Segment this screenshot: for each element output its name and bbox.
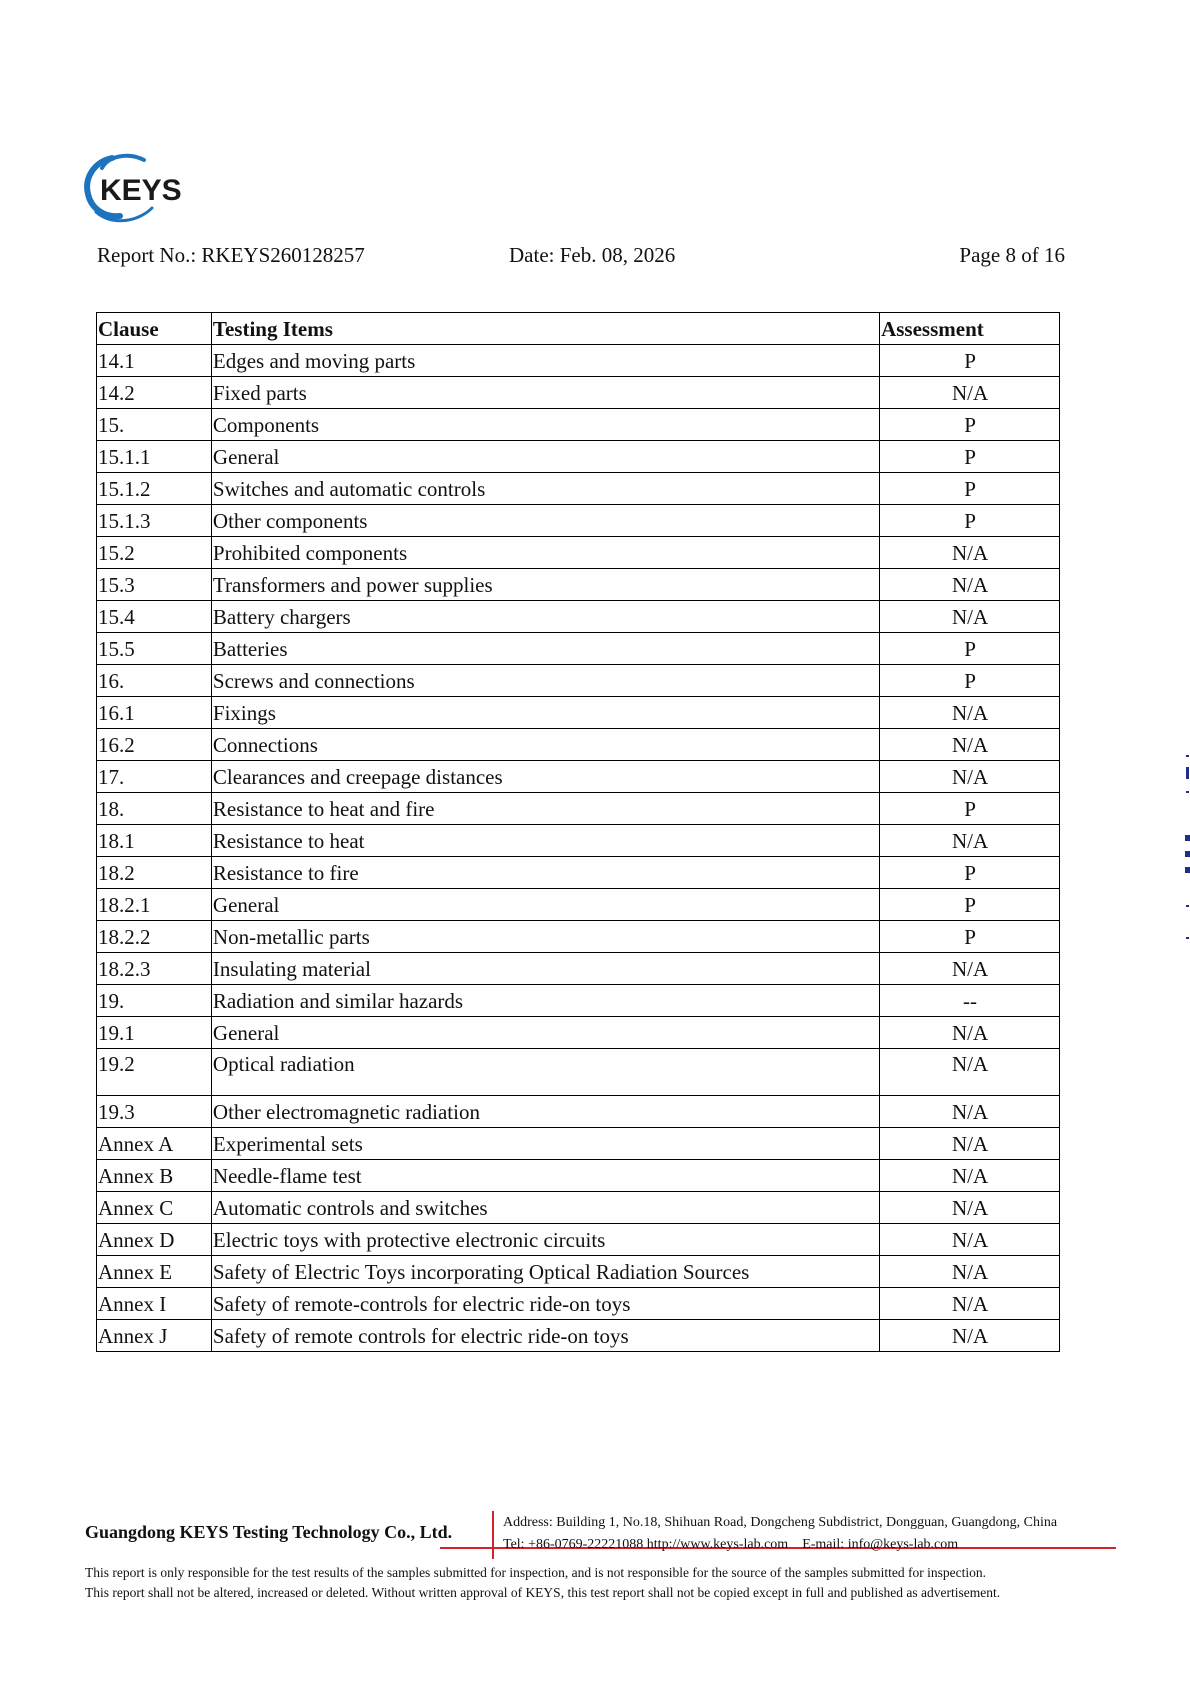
table-row xyxy=(97,953,1060,985)
table-row xyxy=(97,441,1060,473)
testing-item-cell: Safety of Electric Toys incorporating Optical Radiation Sources xyxy=(211,1256,879,1288)
clause-cell: Annex J xyxy=(97,1320,212,1352)
header-testing-items: Testing Items xyxy=(211,313,879,345)
clause-cell: 15.4 xyxy=(97,601,212,633)
table-row xyxy=(97,1288,1060,1320)
testing-item-cell: Insulating material xyxy=(211,953,879,985)
testing-item-cell: Switches and automatic controls xyxy=(211,473,879,505)
testing-item-cell: Fixings xyxy=(211,697,879,729)
clause-cell: 15. xyxy=(97,409,212,441)
testing-item-cell: Clearances and creepage distances xyxy=(211,761,879,793)
clause-cell: 14.1 xyxy=(97,345,212,377)
table-row xyxy=(97,825,1060,857)
testing-item-cell: Safety of remote-controls for electric ride-on toys xyxy=(211,1288,879,1320)
assessment-cell: N/A xyxy=(880,1192,1060,1224)
clause-cell: 15.1.3 xyxy=(97,505,212,537)
testing-item-cell: Other electromagnetic radiation xyxy=(211,1096,879,1128)
testing-item-cell: Transformers and power supplies xyxy=(211,569,879,601)
assessment-cell: P xyxy=(880,793,1060,825)
assessment-cell: P xyxy=(880,473,1060,505)
assessment-cell: N/A xyxy=(880,1049,1060,1096)
table-row xyxy=(97,377,1060,409)
report-header xyxy=(97,243,1065,273)
clause-cell: Annex B xyxy=(97,1160,212,1192)
assessment-cell: P xyxy=(880,505,1060,537)
assessment-cell: N/A xyxy=(880,377,1060,409)
testing-item-cell: Prohibited components xyxy=(211,537,879,569)
assessment-cell: P xyxy=(880,921,1060,953)
testing-item-cell: Electric toys with protective electronic circuits xyxy=(211,1224,879,1256)
assessment-cell: P xyxy=(880,857,1060,889)
testing-item-cell: Radiation and similar hazards xyxy=(211,985,879,1017)
table-row xyxy=(97,537,1060,569)
table-row xyxy=(97,1049,1060,1096)
table-row xyxy=(97,345,1060,377)
clause-cell: 14.2 xyxy=(97,377,212,409)
assessment-cell: N/A xyxy=(880,1160,1060,1192)
assessment-cell: N/A xyxy=(880,1288,1060,1320)
clause-cell: 19.2 xyxy=(97,1049,212,1096)
header-clause: Clause xyxy=(97,313,212,345)
disclaimer-line-1: This report is only responsible for the test results of the samples submitted for inspection, and is not responsible for the source of the samples submitted for inspection. xyxy=(85,1565,986,1580)
testing-item-cell: Components xyxy=(211,409,879,441)
testing-item-cell: Connections xyxy=(211,729,879,761)
assessment-cell: N/A xyxy=(880,729,1060,761)
table-row xyxy=(97,633,1060,665)
clause-cell: 16. xyxy=(97,665,212,697)
assessment-cell: N/A xyxy=(880,1128,1060,1160)
clause-cell: Annex C xyxy=(97,1192,212,1224)
table-row xyxy=(97,1160,1060,1192)
testing-item-cell: Resistance to heat and fire xyxy=(211,793,879,825)
assessment-cell: N/A xyxy=(880,761,1060,793)
footer-email: E-mail: info@keys-lab.com xyxy=(802,1537,959,1552)
clause-cell: 18.2.3 xyxy=(97,953,212,985)
clause-cell: 18.1 xyxy=(97,825,212,857)
clause-cell: 19.1 xyxy=(97,1017,212,1049)
table-row xyxy=(97,1017,1060,1049)
assessment-cell: N/A xyxy=(880,697,1060,729)
clause-cell: 18.2.1 xyxy=(97,889,212,921)
clause-assessment-table xyxy=(96,312,1060,1352)
table-row xyxy=(97,505,1060,537)
table-row xyxy=(97,729,1060,761)
assessment-cell: N/A xyxy=(880,1320,1060,1352)
testing-item-cell: Non-metallic parts xyxy=(211,921,879,953)
assessment-cell: N/A xyxy=(880,601,1060,633)
clause-cell: 17. xyxy=(97,761,212,793)
testing-item-cell: Experimental sets xyxy=(211,1128,879,1160)
assessment-cell: N/A xyxy=(880,1017,1060,1049)
assessment-cell: N/A xyxy=(880,537,1060,569)
testing-item-cell: Fixed parts xyxy=(211,377,879,409)
assessment-cell: P xyxy=(880,889,1060,921)
assessment-cell: N/A xyxy=(880,1096,1060,1128)
footer-contact xyxy=(503,1537,958,1553)
testing-item-cell: Needle-flame test xyxy=(211,1160,879,1192)
report-number: Report No.: RKEYS260128257 xyxy=(97,243,365,267)
table-row xyxy=(97,889,1060,921)
clause-cell: 15.3 xyxy=(97,569,212,601)
table-row xyxy=(97,1224,1060,1256)
clause-cell: Annex I xyxy=(97,1288,212,1320)
footer-company-name: Guangdong KEYS Testing Technology Co., Ltd. xyxy=(85,1522,453,1542)
assessment-cell: N/A xyxy=(880,569,1060,601)
assessment-cell: P xyxy=(880,665,1060,697)
table-row xyxy=(97,985,1060,1017)
clause-cell: 15.1.1 xyxy=(97,441,212,473)
disclaimer-line-2: This report shall not be altered, increased or deleted. Without written approval of KEYS, this test report shall not be copied except in full and published as advertisement. xyxy=(85,1585,1001,1600)
assessment-cell: P xyxy=(880,633,1060,665)
page-number: Page 8 of 16 xyxy=(959,243,1065,267)
testing-item-cell: Resistance to fire xyxy=(211,857,879,889)
clause-cell: 15.1.2 xyxy=(97,473,212,505)
keys-logo xyxy=(82,150,192,225)
table-row xyxy=(97,793,1060,825)
testing-item-cell: Resistance to heat xyxy=(211,825,879,857)
clause-cell: 18.2.2 xyxy=(97,921,212,953)
testing-item-cell: Optical radiation xyxy=(211,1049,879,1096)
clause-cell: 15.2 xyxy=(97,537,212,569)
assessment-cell: P xyxy=(880,345,1060,377)
clause-cell: 16.2 xyxy=(97,729,212,761)
page-edge-marks xyxy=(1180,755,1190,955)
testing-item-cell: Battery chargers xyxy=(211,601,879,633)
assessment-cell: -- xyxy=(880,985,1060,1017)
clause-cell: 19.3 xyxy=(97,1096,212,1128)
header-assessment: Assessment xyxy=(880,313,1060,345)
clause-cell: 18.2 xyxy=(97,857,212,889)
testing-item-cell: Screws and connections xyxy=(211,665,879,697)
assessment-cell: N/A xyxy=(880,1256,1060,1288)
clause-cell: 15.5 xyxy=(97,633,212,665)
clause-cell: Annex E xyxy=(97,1256,212,1288)
clause-cell: 16.1 xyxy=(97,697,212,729)
testing-item-cell: Automatic controls and switches xyxy=(211,1192,879,1224)
testing-item-cell: General xyxy=(211,889,879,921)
table-row xyxy=(97,409,1060,441)
assessment-cell: P xyxy=(880,409,1060,441)
table-row xyxy=(97,1256,1060,1288)
footer-address: Address: Building 1, No.18, Shihuan Road, Dongcheng Subdistrict, Dongguan, Guangdong, China xyxy=(503,1515,1058,1530)
testing-item-cell: General xyxy=(211,1017,879,1049)
footer-tel: Tel: +86-0769-22221088 http://www.keys-lab.com xyxy=(503,1537,789,1552)
clause-cell: 19. xyxy=(97,985,212,1017)
clause-cell: 18. xyxy=(97,793,212,825)
table-row xyxy=(97,1128,1060,1160)
assessment-cell: N/A xyxy=(880,1224,1060,1256)
table-row xyxy=(97,1192,1060,1224)
clause-cell: Annex D xyxy=(97,1224,212,1256)
testing-item-cell: Batteries xyxy=(211,633,879,665)
table-row xyxy=(97,601,1060,633)
table-row xyxy=(97,569,1060,601)
table-row xyxy=(97,697,1060,729)
assessment-cell: P xyxy=(880,441,1060,473)
svg-text:KEYS: KEYS xyxy=(100,174,182,207)
table-row xyxy=(97,473,1060,505)
table-row xyxy=(97,857,1060,889)
testing-item-cell: Other components xyxy=(211,505,879,537)
table-body xyxy=(97,345,1060,1352)
assessment-cell: N/A xyxy=(880,825,1060,857)
table-header-row xyxy=(97,313,1060,345)
footer-divider-vertical xyxy=(492,1511,494,1559)
testing-item-cell: Edges and moving parts xyxy=(211,345,879,377)
report-date: Date: Feb. 08, 2026 xyxy=(509,243,676,267)
clause-cell: Annex A xyxy=(97,1128,212,1160)
assessment-cell: N/A xyxy=(880,953,1060,985)
table-row xyxy=(97,1320,1060,1352)
testing-item-cell: Safety of remote controls for electric ride-on toys xyxy=(211,1320,879,1352)
table-row xyxy=(97,665,1060,697)
testing-item-cell: General xyxy=(211,441,879,473)
table-row xyxy=(97,761,1060,793)
table-row xyxy=(97,921,1060,953)
table-row xyxy=(97,1096,1060,1128)
